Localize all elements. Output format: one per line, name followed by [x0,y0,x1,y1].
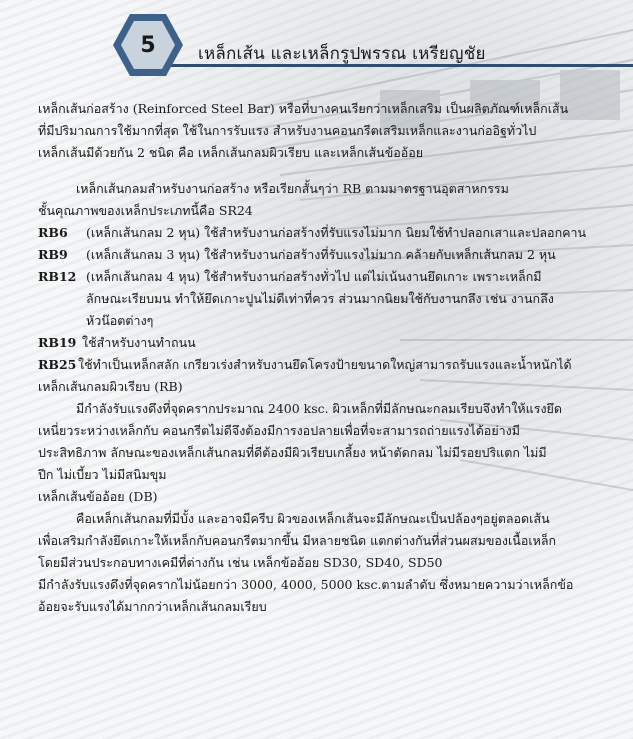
bar-description-continued: ลักษณะเรียบมน ทำให้ยึดเกาะปูนไม่ดีเท่าที่ควร ส่วนมากนิยมใช้กับงานกลึง เช่น งานกลึง [86,291,554,306]
round-bar-body-line: ประสิทธิภาพ ลักษณะของเหล็กเส้นกลมที่ดีต้องมีผิวเรียบเกลี้ยง หน้าตัดกลม ไม่มีรอยปริแตก ไม่มี [38,445,547,460]
round-bar-body-line: ปีก ไม่เบี้ยว ไม่มีสนิมขุม [38,467,167,482]
bar-code: RB9 [38,247,68,262]
round-bar-item-rb6 [38,222,598,244]
round-bar-item-rb9 [38,244,598,266]
round-bar-intro-line: เหล็กเส้นกลมสำหรับงานก่อสร้าง หรือเรียกสั้นๆว่า RB ตามมาตรฐานอุตสาหกรรม [76,181,509,196]
round-bar-body-line: มีกำลังรับแรงดึงที่จุดครากประมาณ 2400 ksc. ผิวเหล็กที่มีลักษณะกลมเรียบจึงทำให้แรงยึด [76,401,562,416]
bar-code: RB19 [38,335,77,350]
deformed-bar-body [38,508,598,618]
round-bar-heading: เหล็กเส้นกลมผิวเรียบ (RB) [38,379,183,394]
round-bar-item-rb19 [38,332,598,354]
deformed-bar-body-line: มีกำลังรับแรงดึงที่จุดครากไม่น้อยกว่า 3000, 4000, 5000 ksc.ตามลำดับ ซึ่งหมายความว่าเหล็กข้อ [38,577,574,592]
intro-paragraph [38,98,598,164]
deformed-bar-body-line: อ้อยจะรับแรงได้มากกว่าเหล็กเส้นกลมเรียบ [38,599,267,614]
bar-code: RB12 [38,269,77,284]
deformed-bar-body-line: คือเหล็กเส้นกลมที่มีบั้ง และอาจมีครีบ ผิวของเหล็กเส้นจะมีลักษณะเป็นปล้องๆอยู่ตลอดเส้น [76,511,550,526]
section-title: เหล็กเส้น และเหล็กรูปพรรณ เหรียญชัย [198,44,486,64]
bar-description: ใช้ทำเป็นเหล็กสลัก เกรียวเร่งสำหรับงานยึดโครงป้ายขนาดใหญ่สามารถรับแรงและน้ำหนักได้ [78,357,572,372]
bar-description: (เหล็กเส้นกลม 3 หุน) ใช้สำหรับงานก่อสร้างที่รับแรงไม่มาก คล้ายกับเหล็กเส้นกลม 2 หุน [86,247,556,262]
round-bar-intro [38,178,598,222]
bar-code: RB25 [38,357,77,372]
bar-code: RB6 [38,225,68,240]
intro-line: เหล็กเส้นก่อสร้าง (Reinforced Steel Bar) หรือที่บางคนเรียกว่าเหล็กเสริม เป็นผลิตภัณฑ์เหล็กเส้น [38,101,569,116]
deformed-bar-body-line: เพื่อเสริมกำลังยึดเกาะให้เหล็กกับคอนกรีตมากขึ้น มีหลายชนิด แตกต่างกันที่ส่วนผสมของเนื้อเหล็ก [38,533,557,548]
document-body [38,98,598,618]
section-number: 5 [140,32,156,58]
round-bar-list [38,222,598,376]
bar-description: (เหล็กเส้นกลม 4 หุน) ใช้สำหรับงานก่อสร้างทั่วไป แต่ไม่เน้นงานยึดเกาะ เพราะเหล็กมี [86,269,542,284]
bar-description: (เหล็กเส้นกลม 2 หุน) ใช้สำหรับงานก่อสร้างที่รับแรงไม่มาก นิยมใช้ทำปลอกเสาและปลอกคาน [86,225,587,240]
round-bar-item-rb12 [38,266,598,288]
round-bar-body-line: เหนี่ยวระหว่างเหล็กกับ คอนกรีตไม่ดีจึงต้องมีการงอปลายเพื่อที่จะสามารถถ่ายแรงได้อย่างมี [38,423,521,438]
bar-description-continued: หัวน๊อตต่างๆ [86,313,154,328]
round-bar-intro-line: ชั้นคุณภาพของเหล็กประเภทนี้คือ SR24 [38,203,253,218]
intro-line: เหล็กเส้นมีด้วยกัน 2 ชนิด คือ เหล็กเส้นกลมผิวเรียบ และเหล็กเส้นข้ออ้อย [38,145,424,160]
deformed-bar-heading: เหล็กเส้นข้ออ้อย (DB) [38,489,158,504]
deformed-bar-body-line: โดยมีส่วนประกอบทางเคมีที่ต่างกัน เช่น เหล็กข้ออ้อย SD30, SD40, SD50 [38,555,443,570]
round-bar-body [38,398,598,486]
intro-line: ที่มีปริมาณการใช้มากที่สุด ใช้ในการรับแรง สำหรับงานคอนกรีตเสริมเหล็กและงานก่ออิฐทั่วไป [38,123,537,138]
bar-description: ใช้สำหรับงานทำถนน [82,335,196,350]
round-bar-item-rb25 [38,354,598,376]
